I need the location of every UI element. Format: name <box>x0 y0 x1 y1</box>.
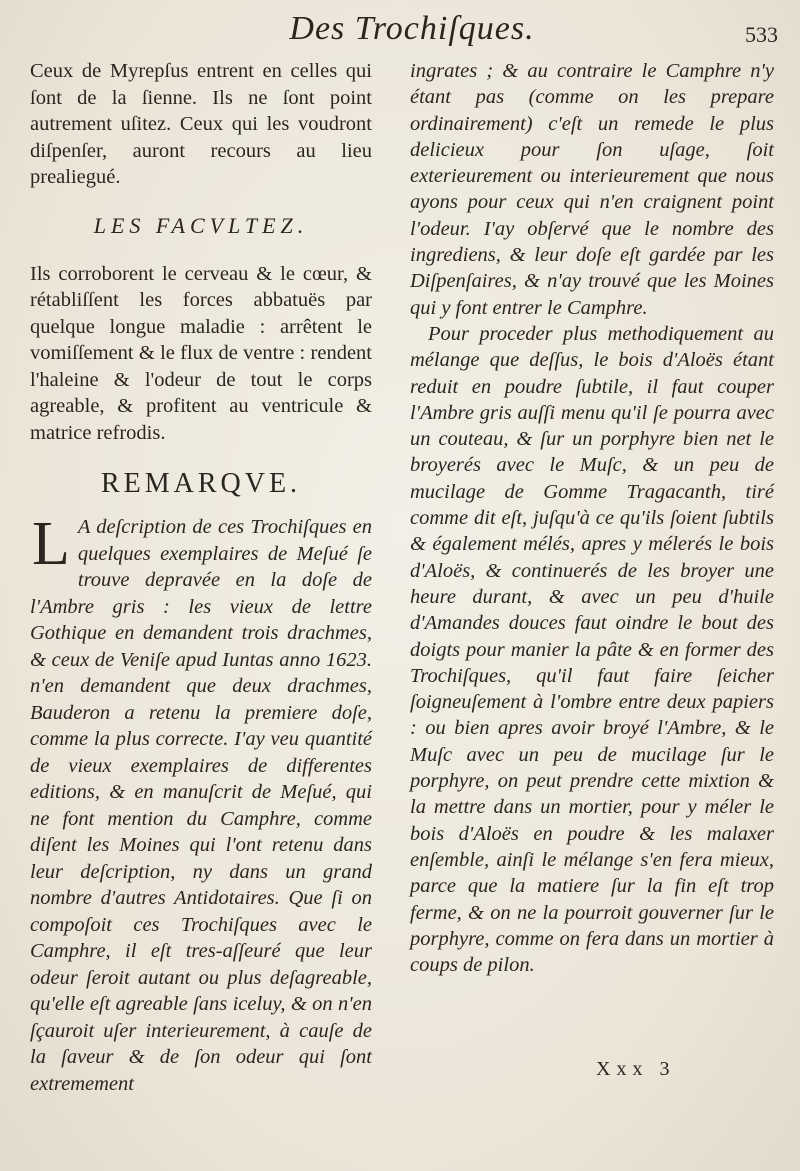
running-head <box>0 10 800 54</box>
remarque-paragraph: A deſcription de ces Trochiſques en quelques exemplaires de Meſué ſe trouve depravée en la doſe de l'Ambre gris : les vieux de lettre Gothique en demandent trois drachmes, & ceux de Veniſe apud Iuntas anno 1623. n'en demandent que deux drachmes, Bauderon a retenu la premiere doſe, comme la plus correcte. I'ay veu quantité de vieux exemplaires de differentes editions, & en manuſcrit de Meſué, qui ne font mention du Camphre, comme diſent les Moines qui l'ont retenu dans leur deſcription, ny dans un grand nombre d'autres Antidotaires. Que ſi on compoſoit ces Trochiſques avec le Camphre, il eſt tres-aſſeuré que leur odeur ſeroit autant ou plus deſagreable, qu'elle eſt agreable ſans iceluy, & on n'en ſçauroit uſer interieurement, à cauſe de la ſaveur & de ſon odeur qui ſont extremement <box>30 516 372 1095</box>
page-number: 533 <box>745 22 778 47</box>
running-title: Des Trochiſques. <box>289 10 535 47</box>
section-heading-facultez: LES FACVLTEZ. <box>93 212 309 238</box>
remarque-heading: REMARQVE. <box>100 468 302 499</box>
right-paragraph-1: ingrates ; & au contraire le Camphre n'y étant pas (comme on les prepare ordinairement) c'eſt un remede le plus delicieux pour ſon uſage, ſoit exterieurement ou interieurement que nous ayons pour ceux qui n'en craignent point l'odeur. I'ay obſervé que le nombre des ingrediens, & leur doſe eſt gardée par les Diſpenſaires, & n'ay trouvé que les Moines qui y font entrer le Camphre. <box>410 60 774 319</box>
left-column <box>30 58 372 1097</box>
intro-paragraph: Ceux de Myrepſus entrent en celles qui ſont de la ſienne. Ils ne ſont point autrement uſitez. Ceux qui les voudront diſpenſer, auront recours au lieu prealiegué. <box>30 60 372 188</box>
right-paragraph-2: Pour proceder plus methodiquement au mélange que deſſus, le bois d'Aloës étant reduit en poudre ſubtile, il faut couper l'Ambre gris auſſi menu qu'il ſe pourra avec un couteau, & ſur un porphyre bien net le broyerés avec le Muſc, & un peu de mucilage de Gomme Tragacanth, tiré comme dit eſt, juſqu'à ce qu'ils ſoient ſubtils & également mélés, apres y mélerés le bois d'Aloës, & continuerés de les broyer une heure durant, & avec un peu d'huile d'Amandes douces faut oindre le bout des doigts pour manier la pâte & en former des Trochiſques, qu'il faut faire ſeicher ſoigneuſement à l'ombre entre deux papiers : ou bien apres avoir broyé l'Ambre, & le Muſc avec un peu de mucilage ſur le porphyre, on peut prendre cette mixtion & la mettre dans un mortier, pour y méler le bois d'Aloës en poudre & les malaxer enſemble, ainſi le mélange s'en fera mieux, parce que la matiere ſur la fin eſt trop ferme, & on ne la pourroit gouverner ſur le porphyre, comme on fera dans un mortier à coups de pilon. <box>410 322 774 977</box>
signature-mark: Xxx 3 <box>596 1058 676 1080</box>
remarque-block <box>30 510 372 1097</box>
faculties-paragraph: Ils corroborent le cerveau & le cœur, & rétabliſſent les forces abbatuës par quelque longue maladie : arrêtent le vomiſſement & le flux de ventre : rendent l'haleine & l'odeur de tout le corps agreable, & profitent au ventricule & matrice refrodis. <box>30 262 372 444</box>
drop-cap: L <box>32 510 70 578</box>
right-column <box>410 58 774 978</box>
